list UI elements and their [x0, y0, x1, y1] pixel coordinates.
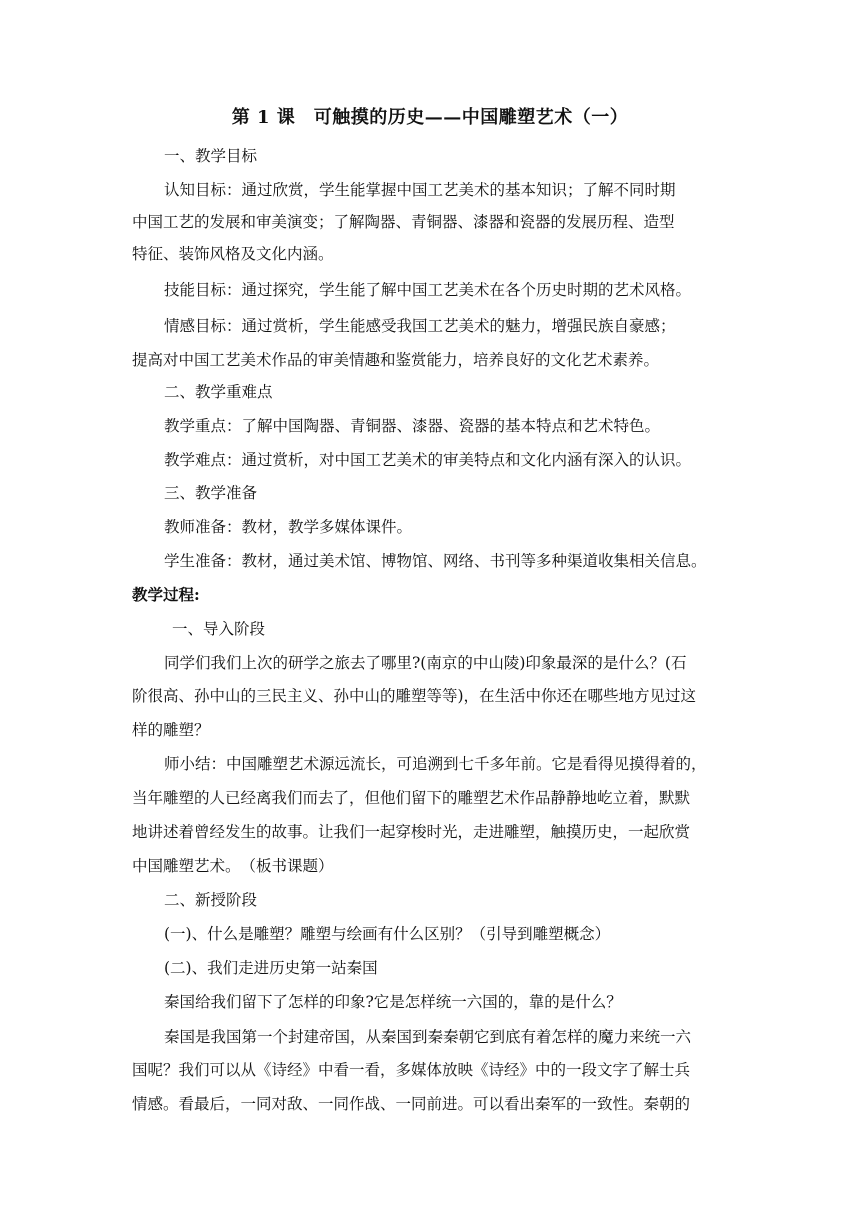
paragraph-line: 国呢？我们可以从《诗经》中看一看，多媒体放映《诗经》中的一段文字了解士兵: [132, 1061, 691, 1079]
paragraph-line: 情感目标：通过赏析，学生能感受我国工艺美术的魅力，增强民族自豪感；: [164, 317, 676, 335]
paragraph-line: 提高对中国工艺美术作品的审美情趣和鉴赏能力，培养良好的文化艺术素养。: [132, 351, 660, 369]
paragraph-line: 特征、装饰风格及文化内涵。: [132, 245, 334, 263]
section-heading-process: 教学过程:: [132, 585, 200, 604]
paragraph-line: 样的雕塑？: [132, 721, 210, 739]
paragraph-line: 认知目标：通过欣赏，学生能掌握中国工艺美术的基本知识；了解不同时期: [164, 181, 676, 199]
paragraph-line: 秦国给我们留下了怎样的印象?它是怎样统一六国的，靠的是什么？: [164, 993, 622, 1011]
lesson-title: 第 1 课 可触摸的历史——中国雕塑艺术（一）: [231, 107, 629, 128]
paragraph-line: 技能目标：通过探究，学生能了解中国工艺美术在各个历史时期的艺术风格。: [164, 281, 692, 299]
paragraph-line: (一)、什么是雕塑？雕塑与绘画有什么区别？（引导到雕塑概念）: [164, 925, 611, 943]
paragraph-line: 教学重点：了解中国陶器、青铜器、漆器、瓷器的基本特点和艺术特色。: [164, 417, 661, 435]
paragraph-line: 当年雕塑的人已经离我们而去了，但他们留下的雕塑艺术作品静静地屹立着，默默: [132, 789, 691, 807]
paragraph-line: 秦国是我国第一个封建帝国，从秦国到秦秦朝它到底有着怎样的魔力来统一六: [164, 1028, 692, 1046]
paragraph-line: 教学难点：通过赏析，对中国工艺美术的审美特点和文化内涵有深入的认识。: [164, 451, 692, 469]
paragraph-line: 同学们我们上次的研学之旅去了哪里?(南京的中山陵)印象最深的是什么？(石: [164, 654, 687, 672]
paragraph-line: 教师准备：教材，教学多媒体课件。: [164, 518, 413, 536]
section-heading-objectives: 一、教学目标: [164, 147, 258, 165]
section-heading-intro: 一、导入阶段: [172, 620, 266, 638]
section-heading-preparation: 三、教学准备: [164, 484, 258, 502]
paragraph-line: 师小结：中国雕塑艺术源远流长，可追溯到七千多年前。它是看得见摸得着的，: [164, 755, 707, 773]
paragraph-line: 地讲述着曾经发生的故事。让我们一起穿梭时光，走进雕塑，触摸历史，一起欣赏: [132, 823, 691, 841]
section-heading-new-lesson: 二、新授阶段: [164, 891, 258, 909]
paragraph-line: 阶很高、孙中山的三民主义、孙中山的雕塑等等)，在生活中你还在哪些地方见过这: [132, 687, 697, 705]
paragraph-line: 中国雕塑艺术。 （板书课题）: [132, 857, 334, 875]
section-heading-key-points: 二、教学重难点: [164, 383, 273, 401]
paragraph-line: (二)、我们走进历史第一站秦国: [164, 959, 378, 977]
paragraph-line: 情感。看最后，一同对敌、一同作战、一同前进。可以看出秦军的一致性。秦朝的: [132, 1095, 691, 1113]
paragraph-line: 学生准备：教材，通过美术馆、博物馆、网络、书刊等多种渠道收集相关信息。: [164, 552, 707, 570]
paragraph-line: 中国工艺的发展和审美演变；了解陶器、青铜器、漆器和瓷器的发展历程、造型: [132, 213, 675, 231]
